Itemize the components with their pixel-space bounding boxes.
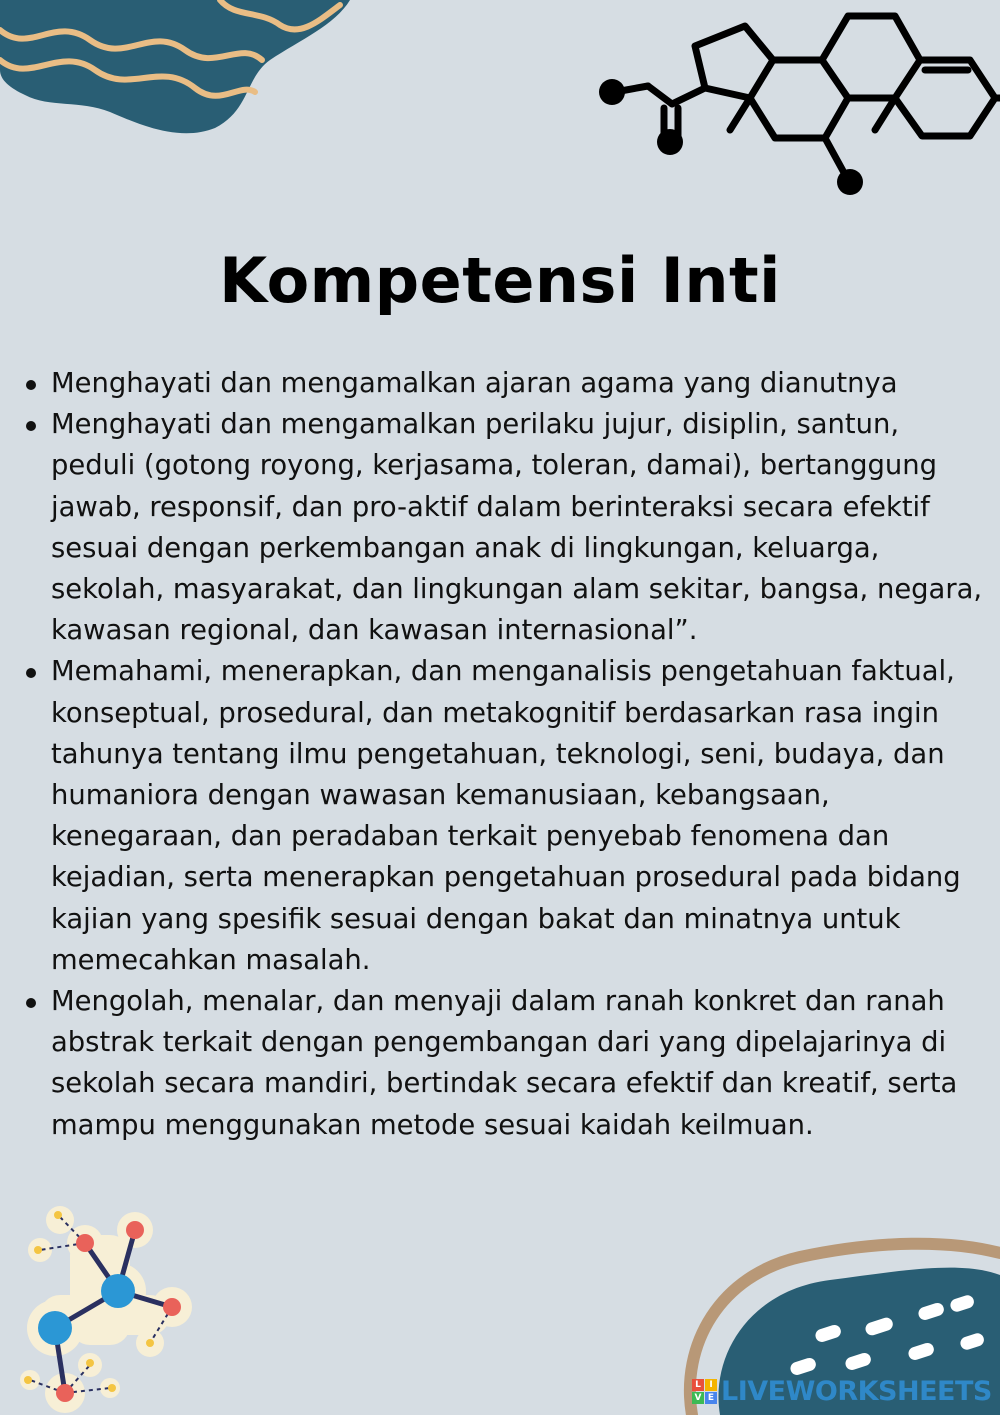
liveworksheets-logo-icon: L I V E [692, 1379, 717, 1404]
list-item: Menghayati dan mengamalkan ajaran agama yang dianutnya [20, 363, 988, 404]
watermark-text: LIVEWORKSHEETS [721, 1375, 992, 1407]
list-item: Memahami, menerapkan, dan menganalisis pengetahuan faktual, konseptual, prosedural, dan metakognitif berdasarkan rasa ingin tahunya tentang ilmu pengetahuan, teknologi, seni, budaya, dan humaniora dengan wawasan kemanusiaan, kebangsaan, kenegaraan, dan peradaban terkait penyebab fenomena dan kejadian, serta menerapkan pengetahuan prosedural pada bidang kajian yang spesifik sesuai dengan bakat dan minatnya untuk memecahkan masalah. [20, 651, 988, 981]
liveworksheets-watermark [692, 1374, 992, 1408]
page-title: Kompetensi Inti [219, 244, 781, 317]
steroid-molecule-icon [590, 8, 1000, 203]
list-item: Menghayati dan mengamalkan perilaku jujur, disiplin, santun, peduli (gotong royong, kerjasama, toleran, damai), bertanggung jawab, responsif, dan pro-aktif dalam berinteraksi secara efektif sesuai dengan perkembangan anak di lingkungan, keluarga, sekolah, masyarakat, dan lingkungan alam sekitar, bangsa, negara, kawasan regional, dan kawasan internasional”. [20, 404, 988, 651]
top-left-wave-blob [0, 0, 360, 140]
molecule-model-icon [10, 1195, 200, 1415]
list-item: Mengolah, menalar, dan menyaji dalam ranah konkret dan ranah abstrak terkait dengan pengembangan dari yang dipelajarinya di sekolah secara mandiri, bertindak secara efektif dan kreatif, serta mampu menggunakan metode sesuai kaidah keilmuan. [20, 981, 988, 1146]
competency-list [20, 363, 988, 1146]
